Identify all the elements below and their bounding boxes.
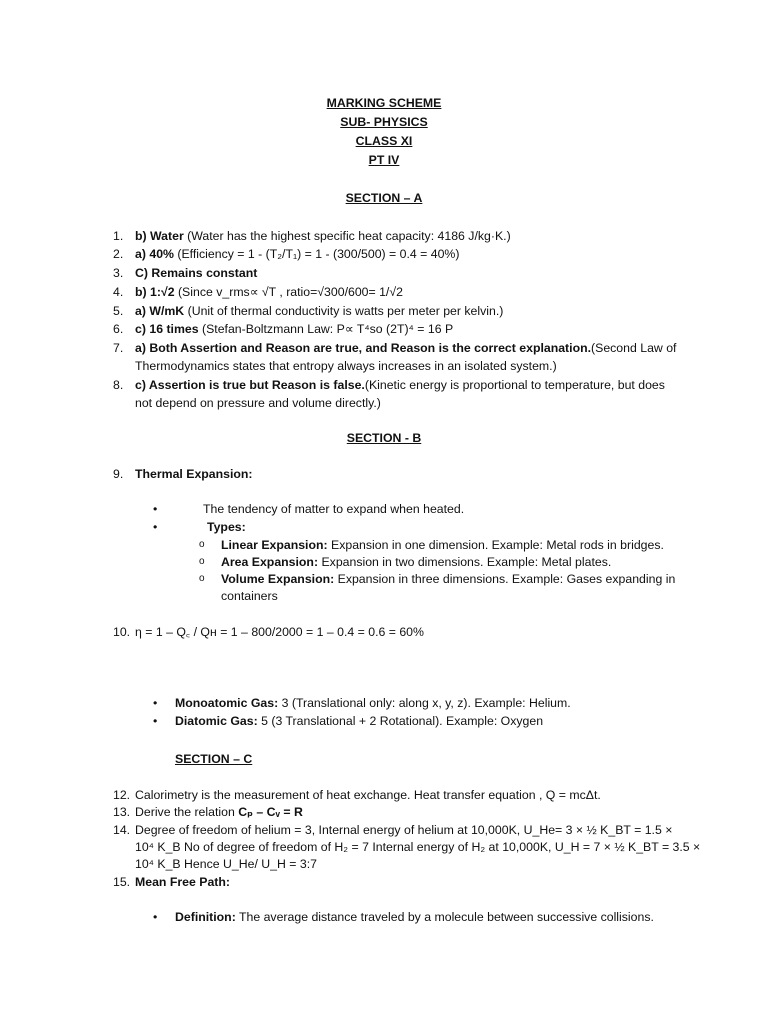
answer-continuation: 10⁴ K_B No of degree of freedom of H₂ = 7 Internal energy of H₂ at 10,000K, U_H = 7 × ½ K_BT = 3.5 ×	[135, 840, 701, 854]
answer-explanation: (Efficiency = 1 - (T₂/T₁) = 1 - (300/500) = 0.4 = 40%)	[173, 247, 460, 261]
item-number: 5.	[113, 304, 124, 318]
answer-continuation: Thermodynamics states that entropy always increases in an isolated system.)	[135, 359, 557, 373]
gas-type: Monoatomic Gas:	[175, 696, 279, 710]
type-description-continuation: containers	[221, 589, 278, 603]
answer-text: Degree of freedom of helium = 3, Internal energy of helium at 10,000K, U_He= 3 × ½ K_BT = 1.5 ×	[135, 823, 673, 837]
answer-key: a) Both Assertion and Reason are true, and Reason is the correct explanation.	[135, 341, 592, 355]
bullet-icon: •	[153, 910, 158, 924]
type-name: Linear Expansion:	[221, 538, 328, 552]
item-number: 10.	[113, 625, 131, 639]
type-name: Volume Expansion:	[221, 572, 335, 586]
item-number: 8.	[113, 378, 124, 392]
item-number: 14.	[113, 823, 131, 837]
answer-key: c) Assertion is true but Reason is false.	[135, 378, 365, 392]
section-b-heading: SECTION - B	[346, 431, 422, 445]
answer-text: η = 1 – Q꜀ / Qн = 1 – 800/2000 = 1 – 0.4 = 0.6 = 60%	[135, 625, 424, 639]
answer-explanation: (Since v_rms∝ √T , ratio=√300/600= 1/√2	[174, 285, 403, 299]
doc-title: MARKING SCHEME	[326, 96, 442, 110]
answer-explanation: (Second Law of	[591, 341, 677, 355]
question-title: Mean Free Path:	[135, 875, 230, 889]
answer-continuation: not depend on pressure and volume directly.)	[135, 396, 381, 410]
test-line: PT IV	[368, 153, 400, 167]
answer-text: Derive the relation	[135, 805, 239, 819]
definition-text: The average distance traveled by a molecule between successive collisions.	[235, 910, 654, 924]
bullet-text: Types:	[207, 520, 246, 534]
relation-formula: Cₚ – Cᵥ = R	[238, 805, 303, 819]
circle-bullet-icon: o	[199, 539, 205, 550]
type-description: Expansion in two dimensions. Example: Metal plates.	[318, 555, 612, 569]
item-number: 15.	[113, 875, 131, 889]
answer-key: C) Remains constant	[135, 266, 258, 280]
item-number: 6.	[113, 322, 124, 336]
item-number: 7.	[113, 341, 124, 355]
answer-explanation: (Stefan-Boltzmann Law: P∝ T⁴so (2T)⁴ = 16 P	[198, 322, 454, 336]
gas-description: 3 (Translational only: along x, y, z). Example: Helium.	[278, 696, 571, 710]
type-description: Expansion in three dimensions. Example: Gases expanding in	[334, 572, 676, 586]
gas-type: Diatomic Gas:	[175, 714, 258, 728]
item-number: 12.	[113, 788, 131, 802]
item-number: 13.	[113, 805, 131, 819]
answer-key: a) 40%	[135, 247, 174, 261]
definition-label: Definition:	[175, 910, 236, 924]
section-c-heading: SECTION – C	[175, 752, 253, 766]
bullet-icon: •	[153, 696, 158, 710]
answer-key: b) Water	[135, 229, 184, 243]
answer-continuation: 10⁴ K_B Hence U_He/ U_H = 3:7	[135, 857, 317, 871]
class-line: CLASS XI	[355, 134, 413, 148]
question-title: Thermal Expansion:	[135, 467, 253, 481]
answer-key: a) W/mK	[135, 304, 185, 318]
item-number: 4.	[113, 285, 124, 299]
type-name: Area Expansion:	[221, 555, 319, 569]
answer-key: b) 1:√2	[135, 285, 175, 299]
item-number: 1.	[113, 229, 124, 243]
subject-line: SUB- PHYSICS	[340, 115, 428, 129]
bullet-icon: •	[153, 520, 158, 534]
gas-description: 5 (3 Translational + 2 Rotational). Example: Oxygen	[257, 714, 544, 728]
bullet-icon: •	[153, 502, 158, 516]
answer-text: Calorimetry is the measurement of heat exchange. Heat transfer equation , Q = mcΔt.	[135, 788, 601, 802]
answer-explanation: (Water has the highest specific heat capacity: 4186 J/kg·K.)	[183, 229, 511, 243]
answer-explanation: (Unit of thermal conductivity is watts per meter per kelvin.)	[184, 304, 504, 318]
item-number: 9.	[113, 467, 124, 481]
answer-key: c) 16 times	[135, 322, 199, 336]
circle-bullet-icon: o	[199, 573, 205, 584]
circle-bullet-icon: o	[199, 556, 205, 567]
section-a-heading: SECTION – A	[345, 191, 423, 205]
answer-explanation: (Kinetic energy is proportional to temperature, but does	[364, 378, 665, 392]
item-number: 3.	[113, 266, 124, 280]
bullet-text: The tendency of matter to expand when heated.	[203, 502, 465, 516]
item-number: 2.	[113, 247, 124, 261]
bullet-icon: •	[153, 714, 158, 728]
type-description: Expansion in one dimension. Example: Metal rods in bridges.	[327, 538, 664, 552]
